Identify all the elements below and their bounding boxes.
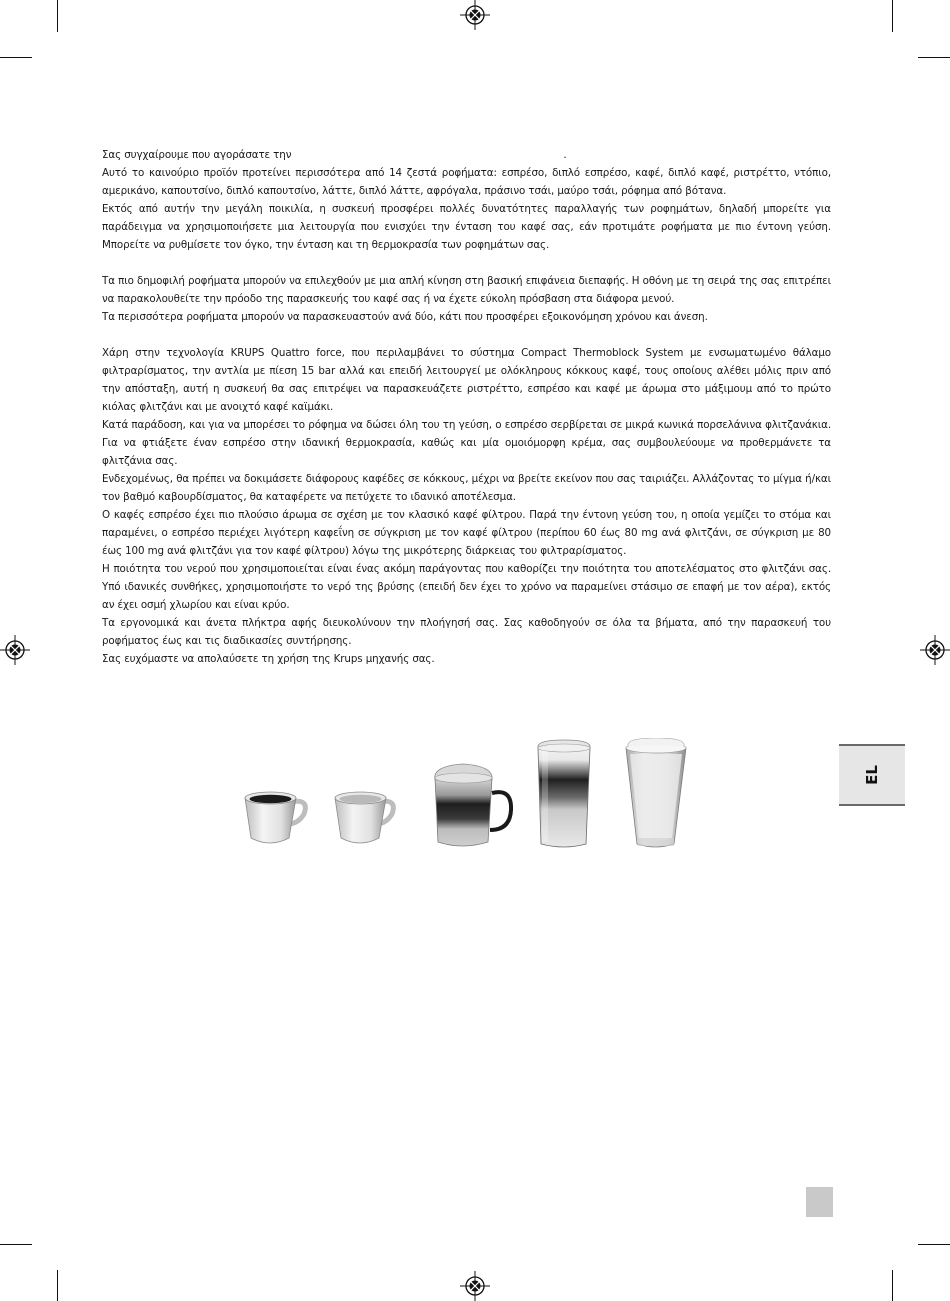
crop-mark xyxy=(57,1270,58,1301)
paragraph: Τα περισσότερα ροφήματα μπορούν να παρασκευαστούν ανά δύο, κάτι που προσφέρει εξοικονόμηση χρόνου και άνεση. xyxy=(102,311,708,323)
cappuccino-mug-icon xyxy=(435,764,511,846)
registration-mark-icon xyxy=(460,1271,490,1301)
drinks-illustration xyxy=(240,738,700,850)
paragraph: Τα εργονομικά και άνετα πλήκτρα αφής διευκολύνουν την πλοήγησή σας. Σας καθοδηγούν σε όλα τα βήματα, από την παρασκευή του ροφήματος έως και τις διαδικασίες συντήρησης. xyxy=(102,617,831,647)
espresso-cup-icon xyxy=(245,788,305,843)
milk-glass-icon xyxy=(626,738,686,847)
paragraph: Τα πιο δημοφιλή ροφήματα μπορούν να επιλεχθούν με μια απλή κίνηση στη βασική επιφάνεια διεπαφής. Η οθόνη με τη σειρά της σας επιτρέπει να παρακολουθείτε την πρόοδο της παρασκευής του καφέ σας ή να έχετε εύκολη πρόσβαση στα διάφορα μενού. xyxy=(102,275,831,305)
language-tab-label: EL xyxy=(863,765,881,785)
crop-mark xyxy=(0,1244,32,1245)
registration-mark-icon xyxy=(0,635,30,665)
paragraph: Σας ευχόμαστε να απολαύσετε τη χρήση της Krups μηχανής σας. xyxy=(102,653,435,665)
intro-line xyxy=(102,146,831,164)
crop-mark xyxy=(892,1270,893,1301)
crop-mark xyxy=(918,57,950,58)
paragraph: Ο καφές εσπρέσο έχει πιο πλούσιο άρωμα σε σχέση με τον κλασικό καφέ φίλτρου. Παρά την έντονη γεύση του, η οποία γεμίζει το στόμα και παραμένει, ο εσπρέσο περιέχει λιγότερη καφεΐνη σε σύγκριση με τον καφέ φίλτρου (περίπου 60 έως 80 mg ανά φλιτζάνι, σε σύγκριση με 80 έως 100 mg ανά φλιτζάνι για τον καφέ φίλτρου) λόγω της μικρότερης διάρκειας του φιλτραρίσματος. xyxy=(102,509,831,557)
registration-mark-icon xyxy=(920,635,950,665)
greeting-end: . xyxy=(563,149,567,161)
page-number-box xyxy=(806,1187,833,1217)
coffee-cup-icon xyxy=(335,792,393,843)
paragraph: Η ποιότητα του νερού που χρησιμοποιείται είναι ένας ακόμη παράγοντας που καθορίζει την ποιότητα του αποτελέσματος στο φλιτζάνι σας. Υπό ιδανικές συνθήκες, χρησιμοποιήστε το νερό της βρύσης (επειδή δεν έχει το χρόνο να παραμείνει στάσιμο σε επαφή με τον αέρα), εκτός αν έχει οσμή χλωρίου και είναι κρύο. xyxy=(102,563,831,611)
language-tab xyxy=(839,744,905,806)
registration-mark-icon xyxy=(460,0,490,30)
body-text xyxy=(102,146,831,668)
paragraph: Εκτός από αυτήν την μεγάλη ποικιλία, η συσκευή προσφέρει πολλές δυνατότητες παραλλαγής των ροφημάτων, δηλαδή μπορείτε για παράδειγμα να χρησιμοποιήσετε μια λειτουργία που ενισχύει την ένταση του καφέ σας, εάν προτιμάτε ροφήματα με πιο έντονη γεύση. Μπορείτε να ρυθμίσετε τον όγκο, την ένταση και τη θερμοκρασία των ροφημάτων σας. xyxy=(102,203,831,251)
crop-mark xyxy=(0,57,32,58)
crop-mark xyxy=(57,0,58,32)
paragraph: Κατά παράδοση, και για να μπορέσει το ρόφημα να δώσει όλη του τη γεύση, ο εσπρέσο σερβίρεται σε μικρά κωνικά πορσελάνινα φλιτζανάκια. Για να φτιάξετε έναν εσπρέσο στην ιδανική θερμοκρασία, καθώς και μία ομοιόμορφη κρέμα, σας συμβουλεύουμε να προθερμάνετε τα φλιτζάνια σας. xyxy=(102,419,831,467)
latte-glass-icon xyxy=(538,740,590,847)
crop-mark xyxy=(892,0,893,32)
greeting-text: Σας συγχαίρουμε που αγοράσατε την xyxy=(102,149,292,161)
paragraph-gap xyxy=(102,254,831,272)
paragraph: Αυτό το καινούριο προϊόν προτείνει περισσότερα από 14 ζεστά ροφήματα: εσπρέσο, διπλό εσπρέσο, καφέ, διπλό καφέ, ριστρέττο, ντόπιο, αμερικάνο, καπουτσίνο, διπλό καπουτσίνο, λάττε, διπλό λάττε, αφρόγαλα, πράσινο τσάι, μαύρο τσάι, ρόφημα από βότανα. xyxy=(102,167,831,197)
paragraph: Ενδεχομένως, θα πρέπει να δοκιμάσετε διάφορους καφέδες σε κόκκους, μέχρι να βρείτε εκείνον που σας ταιριάζει. Αλλάζοντας το μίγμα ή/και τον βαθμό καβουρδίσματος, θα καταφέρετε να πετύχετε το ιδανικό αποτέλεσμα. xyxy=(102,473,831,503)
paragraph-gap xyxy=(102,326,831,344)
crop-mark xyxy=(918,1244,950,1245)
paragraph: Χάρη στην τεχνολογία KRUPS Quattro force, που περιλαμβάνει το σύστημα Compact Thermoblock System με ενσωματωμένο θάλαμο φιλτραρίσματος, την αντλία με πίεση 15 bar αλλά και επειδή λειτουργεί με ολόκληρους κόκκους καφέ, τους οποίους αλέθει μόλις πριν από την απόσταξη, αυτή η συσκευή θα σας επιτρέψει να παρασκευάζετε ριστρέττο, εσπρέσο και καφέ με άρωμα στο μάξιμουμ από το πρώτο κιόλας φλιτζάνι και με ανοιχτό καφέ καϊμάκι. xyxy=(102,347,831,413)
